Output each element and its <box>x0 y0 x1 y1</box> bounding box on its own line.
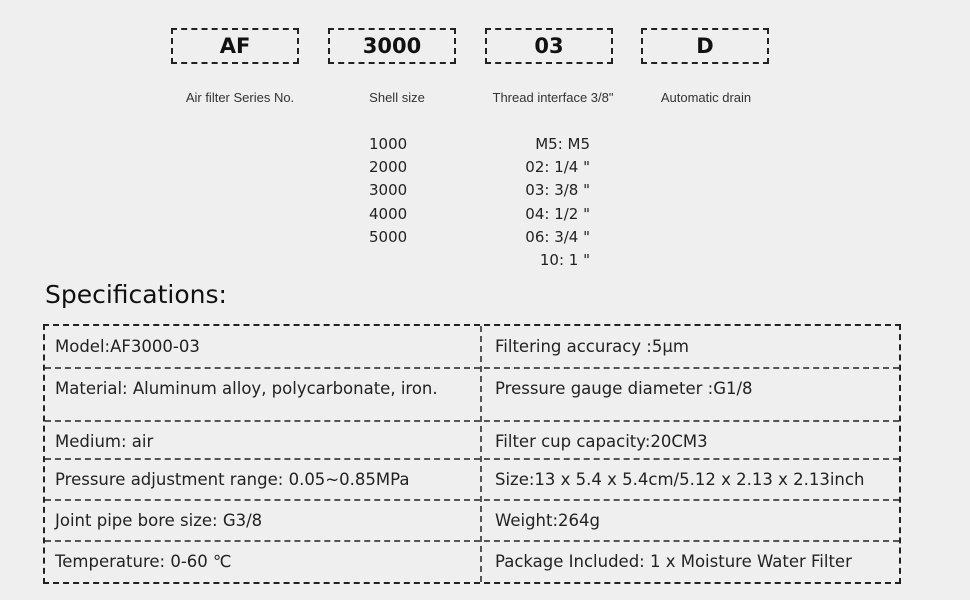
spec-weight: Weight:264g <box>495 511 601 530</box>
shell-size-option: 2000 <box>369 158 408 177</box>
table-row <box>45 458 899 499</box>
shell-size-option: 4000 <box>369 204 408 223</box>
thread-code-box <box>485 28 613 64</box>
shell-size-option: 1000 <box>369 135 408 153</box>
column-divider <box>480 326 482 582</box>
thread-option: 10: 1 " <box>539 251 590 270</box>
shell-size-code: 3000 <box>362 34 422 58</box>
specifications-title: Specifications: <box>45 280 227 309</box>
series-code: AF <box>219 34 251 58</box>
thread-code: 03 <box>534 34 564 58</box>
spec-size: Size:13 x 5.4 x 5.4cm/5.12 x 2.13 x 2.13inch <box>495 470 865 489</box>
table-row <box>45 420 899 461</box>
spec-medium: Medium: air <box>55 432 154 451</box>
thread-options <box>500 133 590 272</box>
thread-option: 06: 3/4 " <box>525 227 590 246</box>
spec-model: Model:AF3000-03 <box>55 337 200 356</box>
spec-package-included: Package Included: 1 x Moisture Water Filter <box>495 552 852 571</box>
spec-pressure-range: Pressure adjustment range: 0.05~0.85MPa <box>55 470 410 489</box>
spec-pressure-gauge-diameter: Pressure gauge diameter :G1/8 <box>495 379 753 398</box>
spec-temperature: Temperature: 0-60 ℃ <box>55 552 232 571</box>
table-row <box>45 540 899 581</box>
spec-material: Material: Aluminum alloy, polycarbonate, iron. <box>55 379 438 398</box>
shell-size-code-box <box>328 28 456 64</box>
specifications-table <box>43 324 901 584</box>
table-row <box>45 499 899 540</box>
spec-filter-cup-capacity: Filter cup capacity:20CM3 <box>495 432 708 451</box>
shell-size-option: 3000 <box>369 181 408 200</box>
drain-code-box <box>641 28 769 64</box>
spec-joint-pipe-bore: Joint pipe bore size: G3/8 <box>55 511 263 530</box>
shell-size-options <box>369 133 407 249</box>
drain-code: D <box>696 34 714 58</box>
series-code-box <box>171 28 299 64</box>
thread-option: 04: 1/2 " <box>525 204 590 223</box>
series-label: Air filter Series No. <box>185 90 295 105</box>
table-row <box>45 326 899 367</box>
drain-label: Automatic drain <box>660 90 752 105</box>
table-row <box>45 367 899 408</box>
spec-filtering-accuracy: Filtering accuracy :5μm <box>495 337 689 356</box>
thread-option: 03: 3/8 " <box>525 181 590 200</box>
shell-size-label: Shell size <box>369 90 425 105</box>
thread-option: M5: M5 <box>535 135 590 153</box>
shell-size-option: 5000 <box>369 227 408 246</box>
thread-label: Thread interface 3/8" <box>492 90 614 105</box>
thread-option: 02: 1/4 " <box>525 158 590 177</box>
